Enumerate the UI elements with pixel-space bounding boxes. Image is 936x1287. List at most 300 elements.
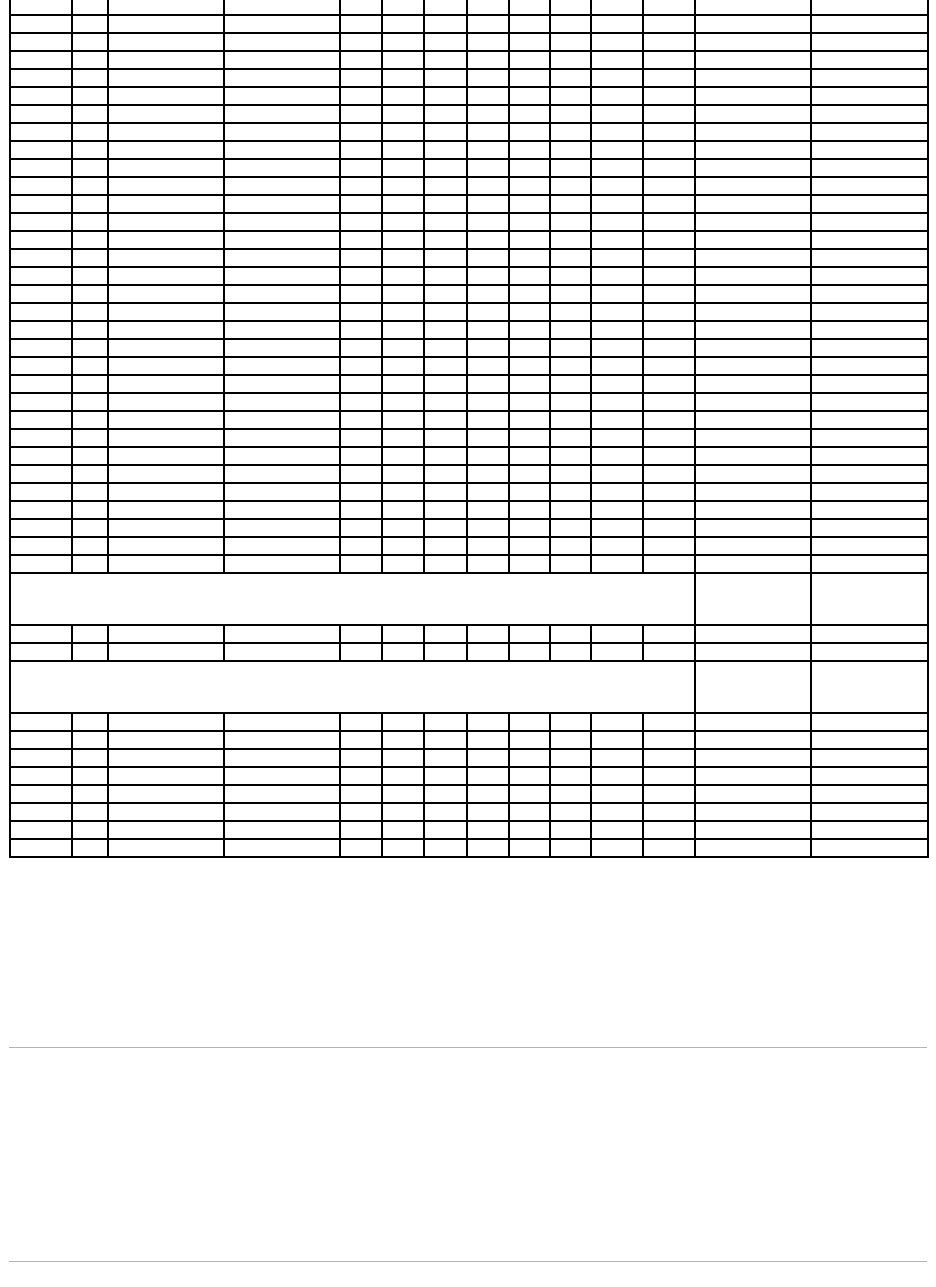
form-cell [550, 231, 591, 249]
form-cell [72, 177, 108, 195]
form-cell [72, 87, 108, 105]
form-cell [467, 69, 509, 87]
form-cell [643, 839, 695, 857]
form-cell [591, 339, 643, 357]
grid-row [10, 483, 928, 501]
form-cell [340, 141, 382, 159]
form-cell [591, 465, 643, 483]
form-cell [550, 767, 591, 785]
form-cell [424, 141, 467, 159]
form-cell [695, 643, 811, 661]
form-cell [811, 357, 928, 375]
form-cell [382, 123, 424, 141]
form-cell [108, 87, 224, 105]
form-cell [224, 731, 340, 749]
form-cell [467, 537, 509, 555]
form-cell [643, 501, 695, 519]
form-cell [224, 821, 340, 839]
form-cell [643, 15, 695, 33]
form-cell [695, 231, 811, 249]
form-cell [550, 357, 591, 375]
form-cell [108, 465, 224, 483]
form-cell [467, 249, 509, 267]
form-cell [811, 375, 928, 393]
form-cell [382, 537, 424, 555]
form-cell [550, 537, 591, 555]
form-cell [695, 105, 811, 123]
form-cell [224, 321, 340, 339]
form-cell [591, 303, 643, 321]
form-cell [340, 357, 382, 375]
form-cell [695, 785, 811, 803]
form-cell [643, 213, 695, 231]
form-cell [424, 501, 467, 519]
form-cell [467, 357, 509, 375]
form-cell [643, 411, 695, 429]
form-cell [108, 177, 224, 195]
form-cell [224, 285, 340, 303]
form-cell [10, 767, 72, 785]
form-cell [695, 249, 811, 267]
form-cell [108, 159, 224, 177]
form-cell [224, 339, 340, 357]
form-cell [10, 731, 72, 749]
form-cell [340, 713, 382, 731]
form-cell [424, 123, 467, 141]
form-cell [340, 375, 382, 393]
form-cell [72, 483, 108, 501]
form-cell [108, 267, 224, 285]
form-cell [108, 555, 224, 573]
grid-row [10, 375, 928, 393]
form-cell [340, 411, 382, 429]
form-cell [509, 625, 550, 643]
form-cell [643, 731, 695, 749]
form-cell [10, 483, 72, 501]
form-cell [382, 465, 424, 483]
form-cell [643, 69, 695, 87]
form-cell [424, 213, 467, 231]
form-cell [811, 555, 928, 573]
form-cell [424, 643, 467, 661]
form-cell [695, 537, 811, 555]
grid-row [10, 731, 928, 749]
form-cell [382, 393, 424, 411]
form-cell [467, 555, 509, 573]
grid-row [10, 51, 928, 69]
form-cell [550, 15, 591, 33]
form-cell [811, 537, 928, 555]
form-cell [467, 447, 509, 465]
grid-row [10, 285, 928, 303]
form-cell [10, 375, 72, 393]
form-cell [108, 231, 224, 249]
form-cell [695, 501, 811, 519]
form-cell [695, 713, 811, 731]
form-cell [695, 303, 811, 321]
form-cell [108, 33, 224, 51]
grid-row [10, 429, 928, 447]
form-cell [10, 33, 72, 51]
form-cell [108, 429, 224, 447]
form-cell [10, 821, 72, 839]
form-cell [72, 51, 108, 69]
form-cell [10, 303, 72, 321]
form-cell [591, 69, 643, 87]
grid-row [10, 411, 928, 429]
form-cell [224, 213, 340, 231]
form-cell [643, 375, 695, 393]
form-cell [382, 195, 424, 213]
form-cell [643, 321, 695, 339]
form-cell [509, 177, 550, 195]
form-cell [382, 429, 424, 447]
form-cell [591, 51, 643, 69]
form-cell [695, 839, 811, 857]
grid-row [10, 785, 928, 803]
form-cell [10, 51, 72, 69]
form-cell [550, 519, 591, 537]
form-cell [382, 839, 424, 857]
form-cell [811, 573, 928, 625]
form-cell [550, 141, 591, 159]
form-cell [509, 339, 550, 357]
form-cell [72, 429, 108, 447]
form-cell [509, 501, 550, 519]
form-cell [424, 321, 467, 339]
form-cell [695, 573, 811, 625]
form-cell [10, 803, 72, 821]
form-cell [108, 785, 224, 803]
form-cell [424, 821, 467, 839]
form-cell [10, 69, 72, 87]
form-cell [340, 839, 382, 857]
form-cell [340, 519, 382, 537]
form-cell [108, 803, 224, 821]
form-cell [72, 749, 108, 767]
form-cell [72, 231, 108, 249]
form-cell [509, 447, 550, 465]
form-cell [550, 195, 591, 213]
form-cell [591, 429, 643, 447]
form-cell [108, 519, 224, 537]
form-cell [424, 555, 467, 573]
form-cell [811, 177, 928, 195]
form-cell [467, 303, 509, 321]
form-cell [695, 339, 811, 357]
form-cell [382, 159, 424, 177]
form-cell [108, 625, 224, 643]
form-cell [72, 555, 108, 573]
grid-row [10, 357, 928, 375]
form-cell [509, 393, 550, 411]
form-cell [72, 249, 108, 267]
form-cell [467, 231, 509, 249]
form-cell [643, 231, 695, 249]
form-cell [550, 249, 591, 267]
grid-row [10, 195, 928, 213]
form-cell [591, 357, 643, 375]
form-cell [424, 537, 467, 555]
form-cell [224, 839, 340, 857]
form-cell [591, 177, 643, 195]
form-cell [10, 321, 72, 339]
form-cell [424, 713, 467, 731]
form-cell [550, 375, 591, 393]
form-cell [72, 303, 108, 321]
form-cell [382, 339, 424, 357]
form-cell [811, 285, 928, 303]
form-cell [424, 105, 467, 123]
form-cell [382, 767, 424, 785]
form-cell [550, 713, 591, 731]
form-cell [550, 303, 591, 321]
form-cell [72, 519, 108, 537]
form-cell [550, 785, 591, 803]
form-cell [424, 519, 467, 537]
form-cell [695, 285, 811, 303]
form-cell [550, 0, 591, 15]
grid-row [10, 33, 928, 51]
form-cell [509, 159, 550, 177]
form-cell [591, 375, 643, 393]
form-cell [509, 411, 550, 429]
form-cell [72, 0, 108, 15]
form-cell [108, 411, 224, 429]
form-cell [340, 123, 382, 141]
form-cell [10, 141, 72, 159]
form-cell [643, 249, 695, 267]
form-cell [591, 141, 643, 159]
form-cell [550, 643, 591, 661]
form-cell [10, 159, 72, 177]
form-cell [72, 141, 108, 159]
form-cell [811, 501, 928, 519]
form-cell [424, 87, 467, 105]
form-cell [10, 177, 72, 195]
form-cell [72, 821, 108, 839]
form-cell [550, 69, 591, 87]
form-cell [811, 429, 928, 447]
grid-row [10, 321, 928, 339]
form-cell [10, 231, 72, 249]
form-cell [591, 483, 643, 501]
form-cell [108, 303, 224, 321]
form-cell [509, 537, 550, 555]
form-cell [340, 749, 382, 767]
form-cell [695, 141, 811, 159]
form-cell [72, 213, 108, 231]
form-cell [550, 749, 591, 767]
ledger-form-grid [9, 0, 929, 858]
form-cell [811, 141, 928, 159]
form-cell [550, 321, 591, 339]
form-cell [811, 231, 928, 249]
form-cell [108, 643, 224, 661]
form-cell [108, 447, 224, 465]
form-cell [509, 87, 550, 105]
form-cell [72, 357, 108, 375]
form-cell [382, 625, 424, 643]
form-cell [340, 555, 382, 573]
form-cell [424, 731, 467, 749]
form-cell [550, 177, 591, 195]
form-cell [811, 625, 928, 643]
form-cell [509, 821, 550, 839]
form-cell [424, 767, 467, 785]
form-cell [108, 15, 224, 33]
grid-row [10, 519, 928, 537]
form-cell [10, 285, 72, 303]
form-cell [467, 821, 509, 839]
form-cell [424, 375, 467, 393]
form-cell [695, 159, 811, 177]
form-cell [811, 447, 928, 465]
form-cell [643, 713, 695, 731]
form-cell [72, 195, 108, 213]
form-cell [695, 447, 811, 465]
form-cell [108, 483, 224, 501]
form-cell [643, 749, 695, 767]
form-cell [340, 731, 382, 749]
form-cell [224, 465, 340, 483]
form-cell [224, 519, 340, 537]
form-cell [695, 555, 811, 573]
form-cell [509, 69, 550, 87]
form-cell [811, 159, 928, 177]
form-cell [224, 429, 340, 447]
form-cell [224, 767, 340, 785]
form-cell [591, 393, 643, 411]
grid-row [10, 465, 928, 483]
form-cell [424, 411, 467, 429]
grid-row [10, 213, 928, 231]
form-cell [509, 51, 550, 69]
form-cell [340, 625, 382, 643]
form-cell [591, 803, 643, 821]
form-cell [509, 141, 550, 159]
form-cell [643, 357, 695, 375]
form-cell [224, 105, 340, 123]
form-cell [591, 785, 643, 803]
form-cell [695, 483, 811, 501]
form-cell [591, 643, 643, 661]
grid-row [10, 625, 928, 643]
form-cell [224, 87, 340, 105]
grid-row [10, 15, 928, 33]
form-cell [550, 731, 591, 749]
form-cell [108, 213, 224, 231]
form-cell [591, 839, 643, 857]
form-cell [550, 87, 591, 105]
form-cell [591, 0, 643, 15]
form-cell [643, 123, 695, 141]
grid-row [10, 339, 928, 357]
form-cell [108, 339, 224, 357]
form-cell [591, 537, 643, 555]
form-cell [509, 33, 550, 51]
grid-row [10, 643, 928, 661]
form-cell [591, 267, 643, 285]
grid-row [10, 393, 928, 411]
form-cell [591, 159, 643, 177]
form-cell [591, 195, 643, 213]
form-cell [695, 661, 811, 713]
form-cell [643, 141, 695, 159]
form-cell [10, 625, 72, 643]
grid-row [10, 0, 928, 15]
form-cell [643, 339, 695, 357]
form-cell [509, 15, 550, 33]
form-cell [643, 51, 695, 69]
form-cell [811, 267, 928, 285]
form-cell [424, 465, 467, 483]
form-cell [467, 465, 509, 483]
form-cell [108, 105, 224, 123]
form-cell [340, 69, 382, 87]
form-cell [108, 501, 224, 519]
form-cell [340, 0, 382, 15]
form-cell [424, 0, 467, 15]
form-cell [10, 267, 72, 285]
form-cell [643, 537, 695, 555]
form-cell [695, 267, 811, 285]
form-cell [643, 267, 695, 285]
form-cell [340, 501, 382, 519]
form-cell [811, 803, 928, 821]
form-cell [424, 839, 467, 857]
form-cell [382, 141, 424, 159]
form-cell [108, 821, 224, 839]
form-cell [509, 749, 550, 767]
form-cell [108, 285, 224, 303]
form-cell [509, 375, 550, 393]
grid-row [10, 87, 928, 105]
form-cell [72, 321, 108, 339]
grid-row [10, 141, 928, 159]
form-cell [591, 625, 643, 643]
form-cell [108, 731, 224, 749]
form-cell [340, 803, 382, 821]
form-cell [424, 785, 467, 803]
form-cell [509, 357, 550, 375]
grid-row [10, 803, 928, 821]
form-cell [591, 321, 643, 339]
form-cell [695, 625, 811, 643]
form-cell [467, 15, 509, 33]
form-cell [695, 465, 811, 483]
form-cell [509, 803, 550, 821]
form-cell [811, 393, 928, 411]
form-cell [467, 519, 509, 537]
form-cell [72, 501, 108, 519]
form-cell [340, 249, 382, 267]
form-cell [224, 501, 340, 519]
form-cell [467, 141, 509, 159]
form-cell [591, 411, 643, 429]
form-cell [224, 803, 340, 821]
merged-remarks-row [10, 661, 928, 713]
form-cell [591, 731, 643, 749]
form-cell [811, 195, 928, 213]
form-cell [224, 303, 340, 321]
form-cell [591, 15, 643, 33]
form-cell [467, 839, 509, 857]
form-cell [643, 0, 695, 15]
form-cell [643, 803, 695, 821]
form-cell [224, 177, 340, 195]
form-cell [10, 465, 72, 483]
